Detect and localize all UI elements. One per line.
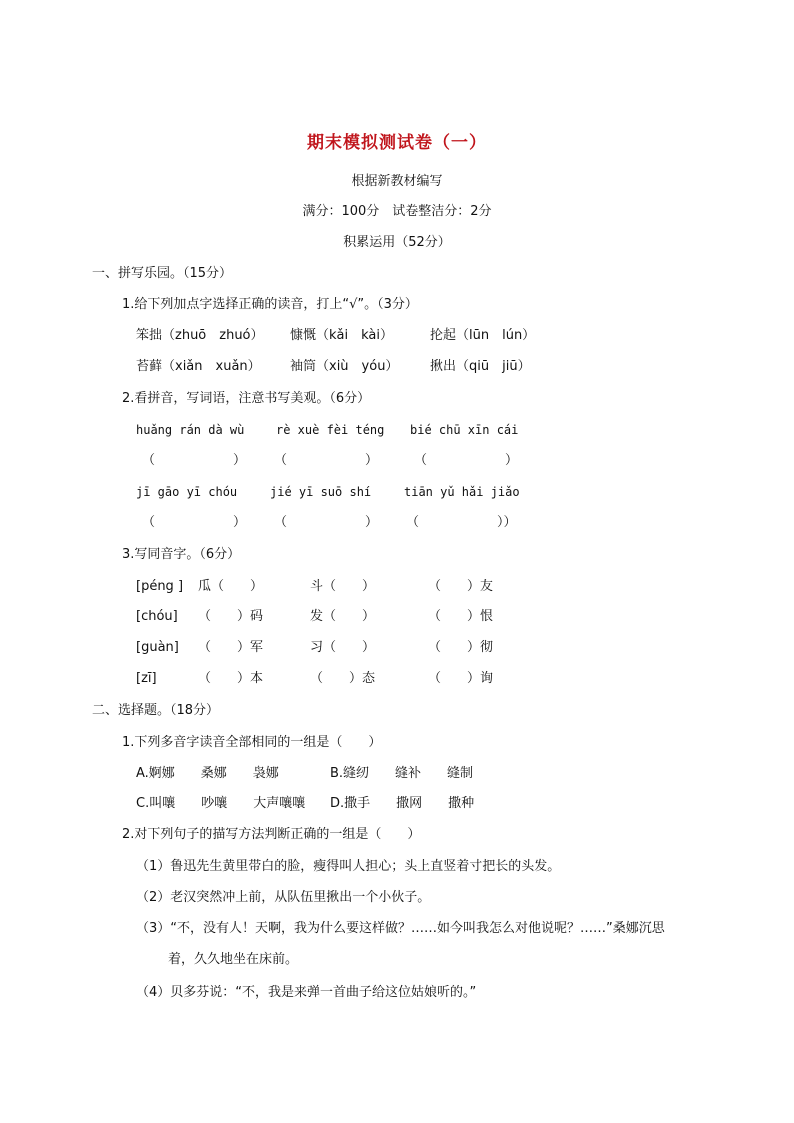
part-heading: 积累运用（52分） xyxy=(343,235,451,250)
pinyin-word: rè xuè fèi téng xyxy=(276,423,385,437)
answer-blank[interactable]: （ ） xyxy=(142,515,247,530)
score-line: 满分：100分 试卷整洁分：2分 xyxy=(302,204,492,219)
homophone-blank[interactable]: （ ）恨 xyxy=(428,609,494,624)
pinyin-word: jī gāo yī chóu xyxy=(136,485,238,499)
question-2-2-prompt: 2.对下列句子的描写方法判断正确的一组是（ ） xyxy=(122,827,421,842)
homophone-blank[interactable]: 瓜（ ） xyxy=(198,579,264,594)
homophone-blank[interactable]: （ ）彻 xyxy=(428,640,494,655)
option-b[interactable]: B.缝纫 缝补 缝制 xyxy=(330,766,474,781)
answer-blank[interactable]: （ ） xyxy=(274,453,379,468)
pinyin-word: tiān yǔ hǎi jiǎo xyxy=(404,485,520,499)
answer-blank[interactable]: （ ） xyxy=(274,515,379,530)
pinyin-choice: 笨拙（zhuō zhuó） xyxy=(136,328,264,343)
pinyin-word: bié chū xīn cái xyxy=(410,423,519,437)
homophone-pinyin: [guàn] xyxy=(136,640,179,655)
question-1-1-prompt: 1.给下列加点字选择正确的读音，打上“√”。（3分） xyxy=(122,297,418,312)
homophone-blank[interactable]: （ ）码 xyxy=(198,609,264,624)
question-1-3-prompt: 3.写同音字。（6分） xyxy=(122,547,241,562)
pinyin-choice: 抡起（lūn lún） xyxy=(430,328,536,343)
homophone-blank[interactable]: 发（ ） xyxy=(310,609,376,624)
answer-blank[interactable]: （ ）） xyxy=(406,515,517,530)
homophone-blank[interactable]: 斗（ ） xyxy=(310,579,376,594)
section-heading-1: 一、拼写乐园。（15分） xyxy=(92,266,233,281)
question-2-1-prompt: 1.下列多音字读音全部相同的一组是（ ） xyxy=(122,735,382,750)
option-d[interactable]: D.撒手 撒网 撒种 xyxy=(330,796,475,811)
pinyin-choice: 苔藓（xiǎn xuǎn） xyxy=(136,359,261,374)
sentence-3-continued: 着，久久地坐在床前。 xyxy=(168,952,299,967)
question-1-2-prompt: 2.看拼音，写词语，注意书写美观。（6分） xyxy=(122,391,371,406)
homophone-blank[interactable]: （ ）态 xyxy=(310,671,376,686)
sentence-3: （3）“不，没有人！天啊，我为什么要这样做？……如今叫我怎么对他说呢？……”桑娜沉思 xyxy=(136,921,665,936)
pinyin-word: jié yī suō shí xyxy=(270,485,372,499)
option-c[interactable]: C.叫嚷 吵嚷 大声嚷嚷 xyxy=(136,796,306,811)
pinyin-choice: 慷慨（kǎi kài） xyxy=(290,328,393,343)
homophone-pinyin: [péng ] xyxy=(136,579,184,594)
homophone-blank[interactable]: 习（ ） xyxy=(310,640,376,655)
section-heading-2: 二、选择题。（18分） xyxy=(92,703,220,718)
homophone-blank[interactable]: （ ）友 xyxy=(428,579,494,594)
answer-blank[interactable]: （ ） xyxy=(414,453,519,468)
sentence-4: （4）贝多芬说：“不，我是来弹一首曲子给这位姑娘听的。” xyxy=(136,985,477,1000)
sentence-2: （2）老汉突然冲上前，从队伍里揪出一个小伙子。 xyxy=(136,890,431,905)
sentence-1: （1）鲁迅先生黄里带白的脸，瘦得叫人担心；头上直竖着寸把长的头发。 xyxy=(136,859,561,874)
subtitle: 根据新教材编写 xyxy=(351,174,443,189)
homophone-blank[interactable]: （ ）军 xyxy=(198,640,264,655)
pinyin-choice: 袖筒（xiù yóu） xyxy=(290,359,399,374)
page-title: 期末模拟测试卷（一） xyxy=(307,133,487,153)
homophone-pinyin: [chóu] xyxy=(136,609,178,624)
homophone-blank[interactable]: （ ）本 xyxy=(198,671,264,686)
pinyin-word: huǎng rán dà wù xyxy=(136,423,245,437)
answer-blank[interactable]: （ ） xyxy=(142,453,247,468)
pinyin-choice: 揪出（qiū jiū） xyxy=(430,359,531,374)
homophone-pinyin: [zī] xyxy=(136,671,157,686)
option-a[interactable]: A.婀娜 桑娜 袅娜 xyxy=(136,766,279,781)
homophone-blank[interactable]: （ ）询 xyxy=(428,671,494,686)
